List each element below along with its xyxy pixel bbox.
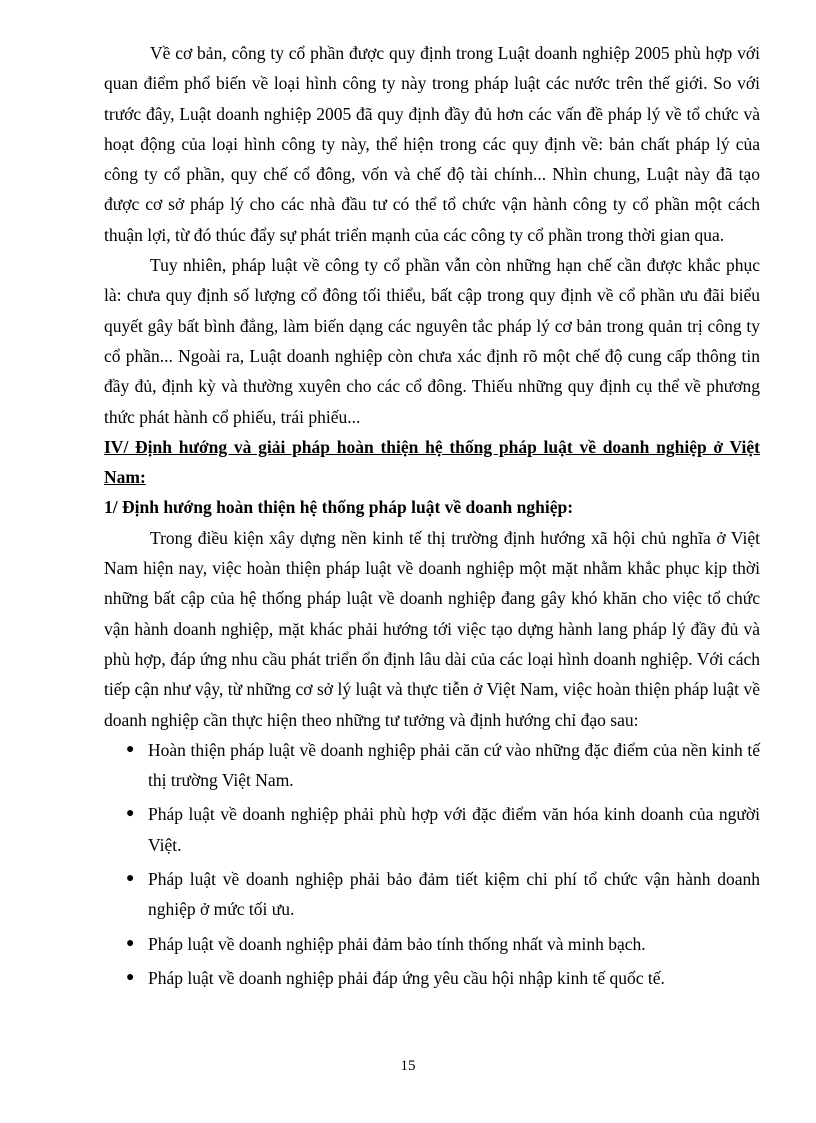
page-number: 15	[400, 1058, 416, 1074]
section-heading: IV/ Định hướng và giải pháp hoàn thiện hệ thống pháp luật về doanh nghiệp ở Việt Nam:	[104, 436, 760, 488]
list-item-text: Pháp luật về doanh nghiệp phải phù hợp với đặc điểm văn hóa kinh doanh của người Việt.	[148, 804, 760, 855]
bullet-icon: ●	[126, 935, 135, 951]
list-item	[126, 929, 760, 959]
bullet-icon: ●	[126, 806, 135, 822]
document-page	[104, 38, 760, 997]
list-item	[126, 735, 760, 796]
list-item-text: Pháp luật về doanh nghiệp phải bảo đảm tiết kiệm chi phí tổ chức vận hành doanh nghiệp ở mức tối ưu.	[148, 869, 760, 920]
paragraph-orientation: Trong điều kiện xây dựng nền kinh tế thị trường định hướng xã hội chủ nghĩa ở Việt Nam hiện nay, việc hoàn thiện pháp luật về doanh nghiệp một mặt nhằm khắc phục kịp thời những bất cập của hệ thống pháp luật về doanh nghiệp đang gây khó khăn cho việc tổ chức vận hành doanh nghiệp, mặt khác phải hướng tới việc tạo dựng hành lang pháp lý đầy đủ và phù hợp, đáp ứng nhu cầu phát triển ổn định lâu dài của các loại hình doanh nghiệp. Với cách tiếp cận như vậy, từ những cơ sở lý luật và thực tiễn ở Việt Nam, việc hoàn thiện pháp luật về doanh nghiệp cần thực hiện theo những tư tưởng và định hướng chỉ đạo sau:	[104, 527, 760, 730]
list-item	[126, 864, 760, 925]
list-item-text: Hoàn thiện pháp luật về doanh nghiệp phải căn cứ vào những đặc điểm của nền kinh tế thị trường Việt Nam.	[148, 739, 760, 791]
list-item	[126, 799, 760, 860]
list-item-text: Pháp luật về doanh nghiệp phải đáp ứng yêu cầu hội nhập kinh tế quốc tế.	[148, 967, 665, 988]
paragraph-limitations: Tuy nhiên, pháp luật về công ty cổ phần vẫn còn những hạn chế cần được khắc phục là: chưa quy định số lượng cổ đông tối thiểu, bất cập trong quy định về cổ phần ưu đãi biểu quyết gây bất bình đẳng, làm biến dạng các nguyên tắc pháp lý cơ bản trong quản trị công ty cổ phần... Ngoài ra, Luật doanh nghiệp còn chưa xác định rõ một chế độ cung cấp thông tin đầy đủ, định kỳ và thường xuyên cho các cổ đông. Thiếu những quy định cụ thể về phương thức phát hành cổ phiếu, trái phiếu...	[104, 255, 760, 427]
paragraph-joint-stock-overview: Về cơ bản, công ty cổ phần được quy định trong Luật doanh nghiệp 2005 phù hợp với quan điểm phổ biến về loại hình công ty này trong pháp luật các nước trên thế giới. So với trước đây, Luật doanh nghiệp 2005 đã quy định đầy đủ hơn các vấn đề pháp lý về tổ chức và hoạt động của loại hình công ty này, thể hiện trong các quy định về: bản chất pháp lý của công ty cổ phần, quy chế cổ đông, vốn và chế độ tài chính... Nhìn chung, Luật này đã tạo được cơ sở pháp lý cho các nhà đầu tư có thể tổ chức vận hành công ty cổ phần một cách thuận lợi, từ đó thúc đẩy sự phát triển mạnh của các công ty cổ phần trong thời gian qua.	[104, 43, 760, 245]
bullet-icon: ●	[126, 969, 135, 985]
bullet-icon: ●	[126, 871, 135, 887]
orientation-bullet-list	[104, 735, 760, 993]
list-item-text: Pháp luật về doanh nghiệp phải đảm bảo tính thống nhất và minh bạch.	[148, 933, 646, 954]
list-item	[126, 963, 760, 993]
bullet-icon: ●	[126, 741, 135, 757]
subsection-heading: 1/ Định hướng hoàn thiện hệ thống pháp luật về doanh nghiệp:	[104, 497, 574, 518]
